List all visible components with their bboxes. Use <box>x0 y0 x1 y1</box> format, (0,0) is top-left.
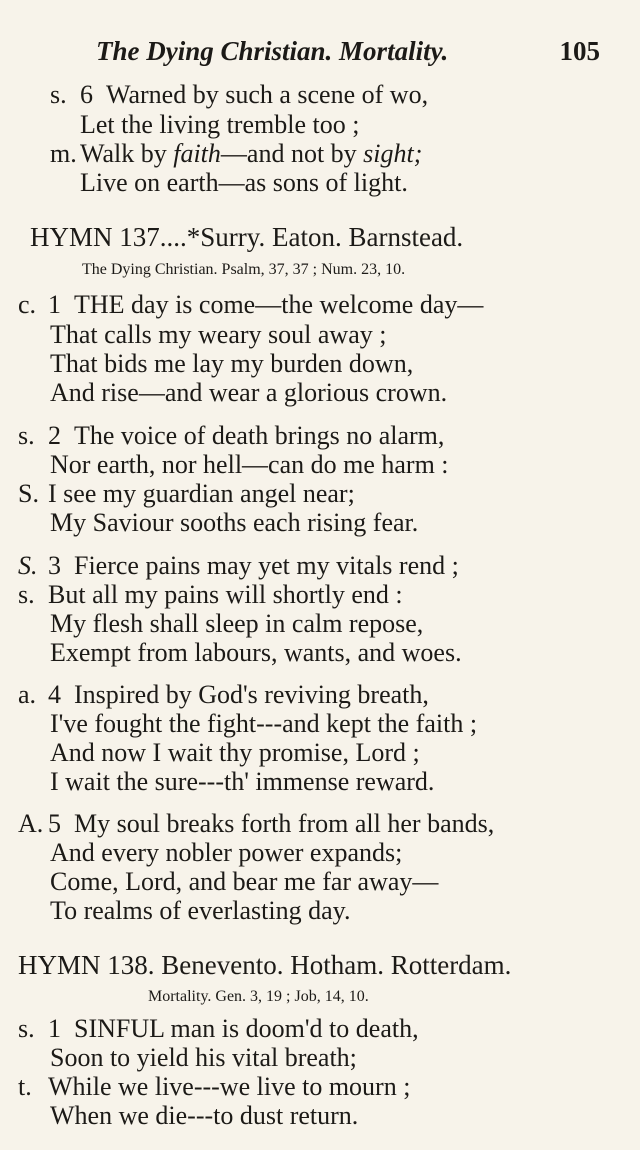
dynamic-mark: t. <box>18 1072 32 1101</box>
hymn-title: HYMN 137....*Surry. Eaton. Barnstead. <box>30 222 464 252</box>
line-text: Soon to yield his vital breath; <box>50 1043 357 1072</box>
line-text: I wait the sure---th' immense reward. <box>50 767 435 796</box>
verse-line <box>18 1014 419 1044</box>
verse-line <box>50 349 413 379</box>
verse-line <box>50 896 350 926</box>
dynamic-mark: s. <box>50 80 67 109</box>
verse-number: 1 <box>48 1014 61 1043</box>
line-text: And now I wait thy promise, Lord ; <box>50 738 420 767</box>
verse-line <box>18 580 403 610</box>
line-text: Warned by such a scene of wo, <box>106 80 429 109</box>
verse-line <box>50 709 477 739</box>
line-text: Let the living tremble too ; <box>80 110 360 139</box>
verse-line <box>50 867 438 897</box>
verse-line <box>50 738 420 768</box>
line-text: To realms of everlasting day. <box>50 896 351 925</box>
line-text: While we live---we live to mourn ; <box>48 1072 411 1101</box>
verse-line <box>50 320 386 350</box>
line-text: That calls my weary soul away ; <box>50 320 387 349</box>
dynamic-mark: a. <box>18 680 37 709</box>
italic-word: faith <box>173 139 221 168</box>
verse-number: 6 <box>80 80 93 109</box>
line-text: When we die---to dust return. <box>50 1101 359 1130</box>
page-number: 105 <box>559 36 600 66</box>
italic-word: sight; <box>363 139 423 168</box>
line-text: But all my pains will shortly end : <box>48 580 403 609</box>
line-text: Fierce pains may yet my vitals rend ; <box>74 551 459 580</box>
line-text: —and not by <box>220 139 364 168</box>
verse-line <box>50 378 447 408</box>
line-text: Inspired by God's reviving breath, <box>74 680 429 709</box>
line-text: That bids me lay my burden down, <box>50 349 414 378</box>
verse-line <box>80 110 359 140</box>
verse-line <box>18 421 444 451</box>
line-text: Live on earth—as sons of light. <box>80 168 408 197</box>
dynamic-mark: A. <box>18 809 44 838</box>
verse-line <box>18 479 355 509</box>
verse-line <box>18 551 459 581</box>
line-text: SINFUL man is doom'd to death, <box>74 1014 419 1043</box>
verse-line <box>50 1043 357 1073</box>
dynamic-mark: s. <box>18 421 35 450</box>
dynamic-mark: s. <box>18 1014 35 1043</box>
line-text: My soul breaks forth from all her bands, <box>74 809 495 838</box>
verse-line <box>80 168 408 198</box>
line-text: And rise—and wear a glorious crown. <box>50 378 448 407</box>
line-text: I've fought the fight---and kept the faith ; <box>50 709 478 738</box>
line-text: And every nobler power expands; <box>50 838 403 867</box>
verse-number: 3 <box>48 551 61 580</box>
hymn-subtitle: The Dying Christian. Psalm, 37, 37 ; Num. 23, 10. <box>82 261 406 278</box>
verse-line <box>50 80 428 110</box>
verse-number: 5 <box>48 809 61 838</box>
running-header <box>96 36 600 67</box>
verse-line <box>50 1101 358 1131</box>
hymn-title: HYMN 138. Benevento. Hotham. Rotterdam. <box>18 950 512 980</box>
dynamic-mark: S. <box>18 551 38 580</box>
line-text: My flesh shall sleep in calm repose, <box>50 609 424 638</box>
verse-line <box>18 290 483 320</box>
verse-number: 4 <box>48 680 61 709</box>
verse-line <box>18 680 429 710</box>
dynamic-mark: s. <box>18 580 35 609</box>
dynamic-mark: c. <box>18 290 37 319</box>
verse-line <box>50 609 423 639</box>
verse-line <box>18 1072 410 1102</box>
verse-line <box>18 809 494 839</box>
dynamic-mark: m. <box>50 139 77 168</box>
dynamic-mark: S. <box>18 479 39 508</box>
hymn-subtitle: Mortality. Gen. 3, 19 ; Job, 14, 10. <box>148 988 369 1005</box>
line-text: THE day is come—the welcome day— <box>74 290 484 319</box>
verse-line <box>50 838 402 868</box>
verse-line <box>50 139 422 169</box>
verse-line <box>50 450 449 480</box>
verse-line <box>50 638 462 668</box>
line-text: Come, Lord, and bear me far away— <box>50 867 439 896</box>
verse-number: 2 <box>48 421 61 450</box>
verse-line <box>50 767 434 797</box>
line-text: I see my guardian angel near; <box>48 479 355 508</box>
verse-number: 1 <box>48 290 61 319</box>
line-text: The voice of death brings no alarm, <box>74 421 445 450</box>
line-text: Exempt from labours, wants, and woes. <box>50 638 462 667</box>
line-text: Walk by <box>80 139 174 168</box>
line-text: My Saviour sooths each rising fear. <box>50 508 419 537</box>
verse-line <box>50 508 418 538</box>
running-title: The Dying Christian. Mortality. <box>96 36 449 66</box>
line-text: Nor earth, nor hell—can do me harm : <box>50 450 449 479</box>
